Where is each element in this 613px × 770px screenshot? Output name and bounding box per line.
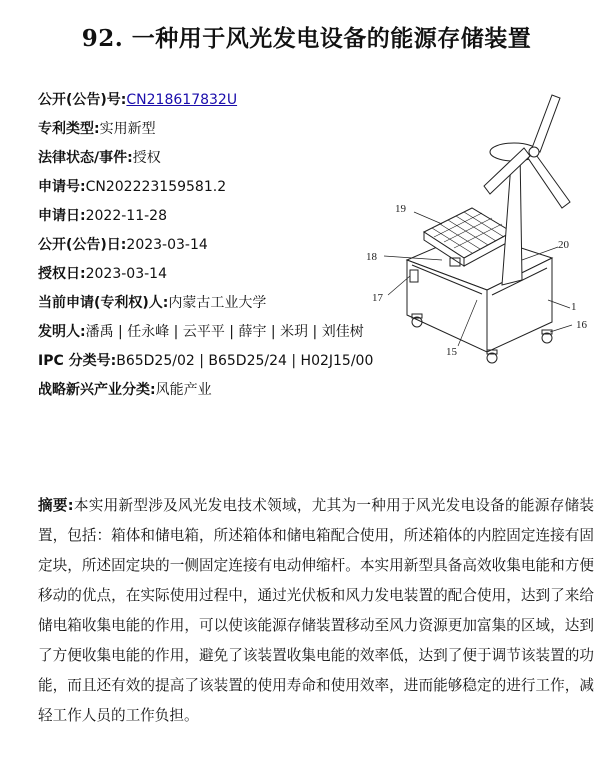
field-status xyxy=(38,144,378,173)
abstract-label: 摘要: xyxy=(38,497,74,514)
field-app-no xyxy=(38,173,378,202)
field-label: 申请号: xyxy=(38,179,86,195)
field-label: 发明人: xyxy=(38,324,86,340)
callout-label: 19 xyxy=(395,203,406,215)
field-industry xyxy=(38,376,378,405)
field-value: 风能产业 xyxy=(155,382,212,398)
field-value: CN202223159581.2 xyxy=(85,179,227,195)
field-label: 当前申请(专利权)人: xyxy=(38,295,169,311)
callout-label: 16 xyxy=(576,319,587,331)
field-label: IPC 分类号: xyxy=(38,353,117,369)
field-label: 法律状态/事件: xyxy=(38,150,133,166)
field-label: 战略新兴产业分类: xyxy=(38,382,156,398)
field-value: 潘禹 | 任永峰 | 云平平 | 薛宇 | 米玥 | 刘佳树 xyxy=(85,324,364,340)
field-value: 实用新型 xyxy=(99,121,156,137)
field-value: 2022-11-28 xyxy=(85,208,167,224)
field-inventors xyxy=(38,318,378,347)
field-type xyxy=(38,115,378,144)
field-app-date xyxy=(38,202,378,231)
field-label: 公开(公告)日: xyxy=(38,237,127,253)
field-label: 专利类型: xyxy=(38,121,100,137)
field-label: 公开(公告)号: xyxy=(38,92,127,108)
field-label: 授权日: xyxy=(38,266,86,282)
field-label: 申请日: xyxy=(38,208,86,224)
field-value: 2023-03-14 xyxy=(126,237,208,253)
callout-label: 20 xyxy=(558,239,569,251)
callout-label: 18 xyxy=(366,251,377,263)
field-value: B65D25/02 | B65D25/24 | H02J15/00 xyxy=(116,353,374,369)
patent-metadata xyxy=(38,86,378,405)
callout-label: 1 xyxy=(571,301,577,313)
field-assignee xyxy=(38,289,378,318)
field-pub-no xyxy=(38,86,378,115)
callout-label: 17 xyxy=(372,292,383,304)
field-value: 2023-03-14 xyxy=(85,266,167,282)
field-pub-date xyxy=(38,231,378,260)
field-value: 内蒙古工业大学 xyxy=(168,295,267,311)
page-title: 92. 一种用于风光发电设备的能源存储装置 xyxy=(81,25,532,52)
patent-drawing xyxy=(362,90,602,380)
abstract xyxy=(38,491,594,731)
field-ipc xyxy=(38,347,378,376)
callout-label: 15 xyxy=(446,346,457,358)
field-grant-date xyxy=(38,260,378,289)
field-value: 授权 xyxy=(132,150,161,166)
pub-no-link[interactable]: CN218617832U xyxy=(126,92,238,108)
abstract-text: 本实用新型涉及风光发电技术领域，尤其为一种用于风光发电设备的能源存储装置，包括：箱体和储电箱，所述箱体和储电箱配合使用，所述箱体的内腔固定连接有固定块，所述固定块的一侧固定连接有电动伸缩杆。本实用新型具备高效收集电能和方便移动的优点，在实际使用过程中，通过光伏板和风力发电装置的配合使用，达到了来给储电箱收集电能的作用，可以使该能源存储装置移动至风力资源更加富集的区域，达到了方便收集电能的作用，避免了该装置收集电能的效率低，达到了便于调节该装置的功能，而且还有效的提高了该装置的使用寿命和使用效率，进而能够稳定的进行工作，减轻工作人员的工作负担。 xyxy=(38,497,594,724)
